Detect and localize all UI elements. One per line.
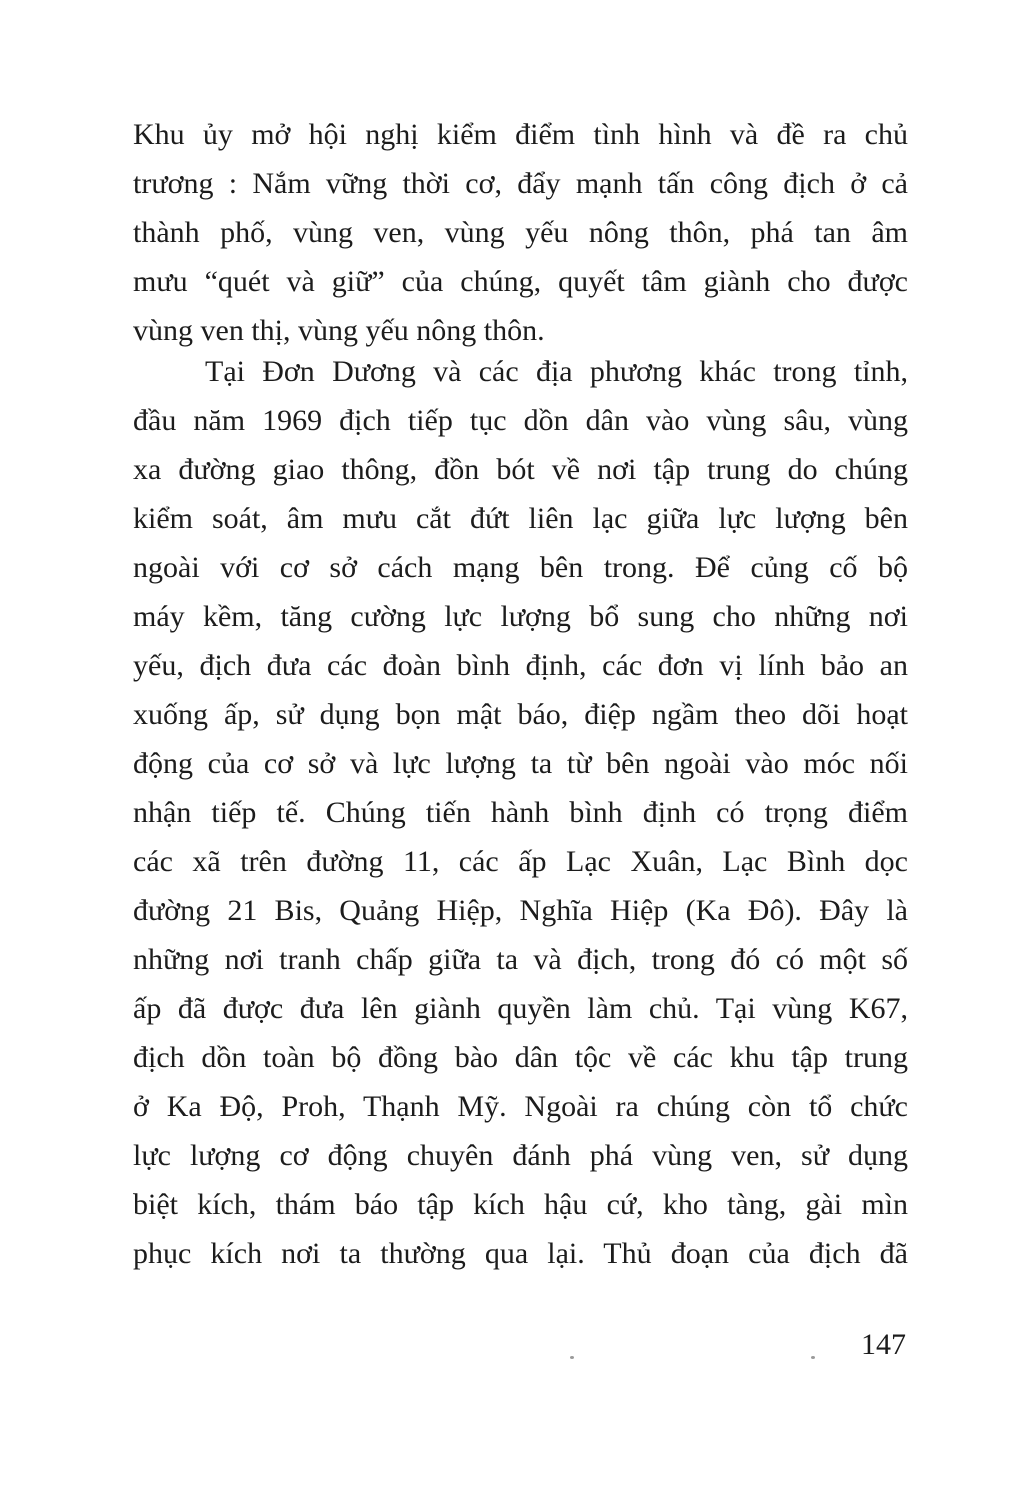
scan-speck xyxy=(570,1356,574,1359)
text-line: động của cơ sở và lực lượng ta từ bên ngoài vào móc nối xyxy=(133,747,908,780)
paragraph xyxy=(133,110,908,355)
text-line: thành phố, vùng ven, vùng yếu nông thôn, phá tan âm xyxy=(133,216,908,249)
text-line: ở Ka Độ, Proh, Thạnh Mỹ. Ngoài ra chúng còn tổ chức xyxy=(133,1090,908,1123)
text-line: biệt kích, thám báo tập kích hậu cứ, kho tàng, gài mìn xyxy=(133,1188,908,1221)
text-line: đường 21 Bis, Quảng Hiệp, Nghĩa Hiệp (Ka Đô). Đây là xyxy=(133,894,908,927)
text-line: các xã trên đường 11, các ấp Lạc Xuân, Lạc Bình dọc xyxy=(133,845,908,878)
text-line: Tại Đơn Dương và các địa phương khác trong tỉnh, xyxy=(205,355,908,388)
paragraph xyxy=(133,347,908,1278)
text-line: yếu, địch đưa các đoàn bình định, các đơn vị lính bảo an xyxy=(133,649,908,682)
page-number: 147 xyxy=(861,1328,906,1361)
text-line: vùng ven thị, vùng yếu nông thôn. xyxy=(133,314,545,347)
text-line: phục kích nơi ta thường qua lại. Thủ đoạn của địch đã xyxy=(133,1237,908,1270)
text-line: xuống ấp, sử dụng bọn mật báo, điệp ngầm theo dõi hoạt xyxy=(133,698,908,731)
text-line: kiểm soát, âm mưu cắt đứt liên lạc giữa lực lượng bên xyxy=(133,502,908,535)
text-line: những nơi tranh chấp giữa ta và địch, trong đó có một số xyxy=(133,943,908,976)
text-line: xa đường giao thông, đồn bót về nơi tập trung do chúng xyxy=(133,453,908,486)
text-line: ấp đã được đưa lên giành quyền làm chủ. Tại vùng K67, xyxy=(133,992,908,1025)
scan-speck xyxy=(811,1356,815,1359)
text-line: lực lượng cơ động chuyên đánh phá vùng ven, sử dụng xyxy=(133,1139,908,1172)
text-line: đầu năm 1969 địch tiếp tục dồn dân vào vùng sâu, vùng xyxy=(133,404,908,437)
text-line: nhận tiếp tế. Chúng tiến hành bình định có trọng điểm xyxy=(133,796,908,829)
text-line: địch dồn toàn bộ đồng bào dân tộc về các khu tập trung xyxy=(133,1041,908,1074)
text-line: ngoài với cơ sở cách mạng bên trong. Để củng cố bộ xyxy=(133,551,908,584)
text-line: máy kềm, tăng cường lực lượng bổ sung cho những nơi xyxy=(133,600,908,633)
text-line: mưu “quét và giữ” của chúng, quyết tâm giành cho được xyxy=(133,265,908,298)
text-line: Khu ủy mở hội nghị kiểm điểm tình hình và đề ra chủ xyxy=(133,118,908,151)
text-line: trương : Nắm vững thời cơ, đẩy mạnh tấn công địch ở cả xyxy=(133,167,908,200)
